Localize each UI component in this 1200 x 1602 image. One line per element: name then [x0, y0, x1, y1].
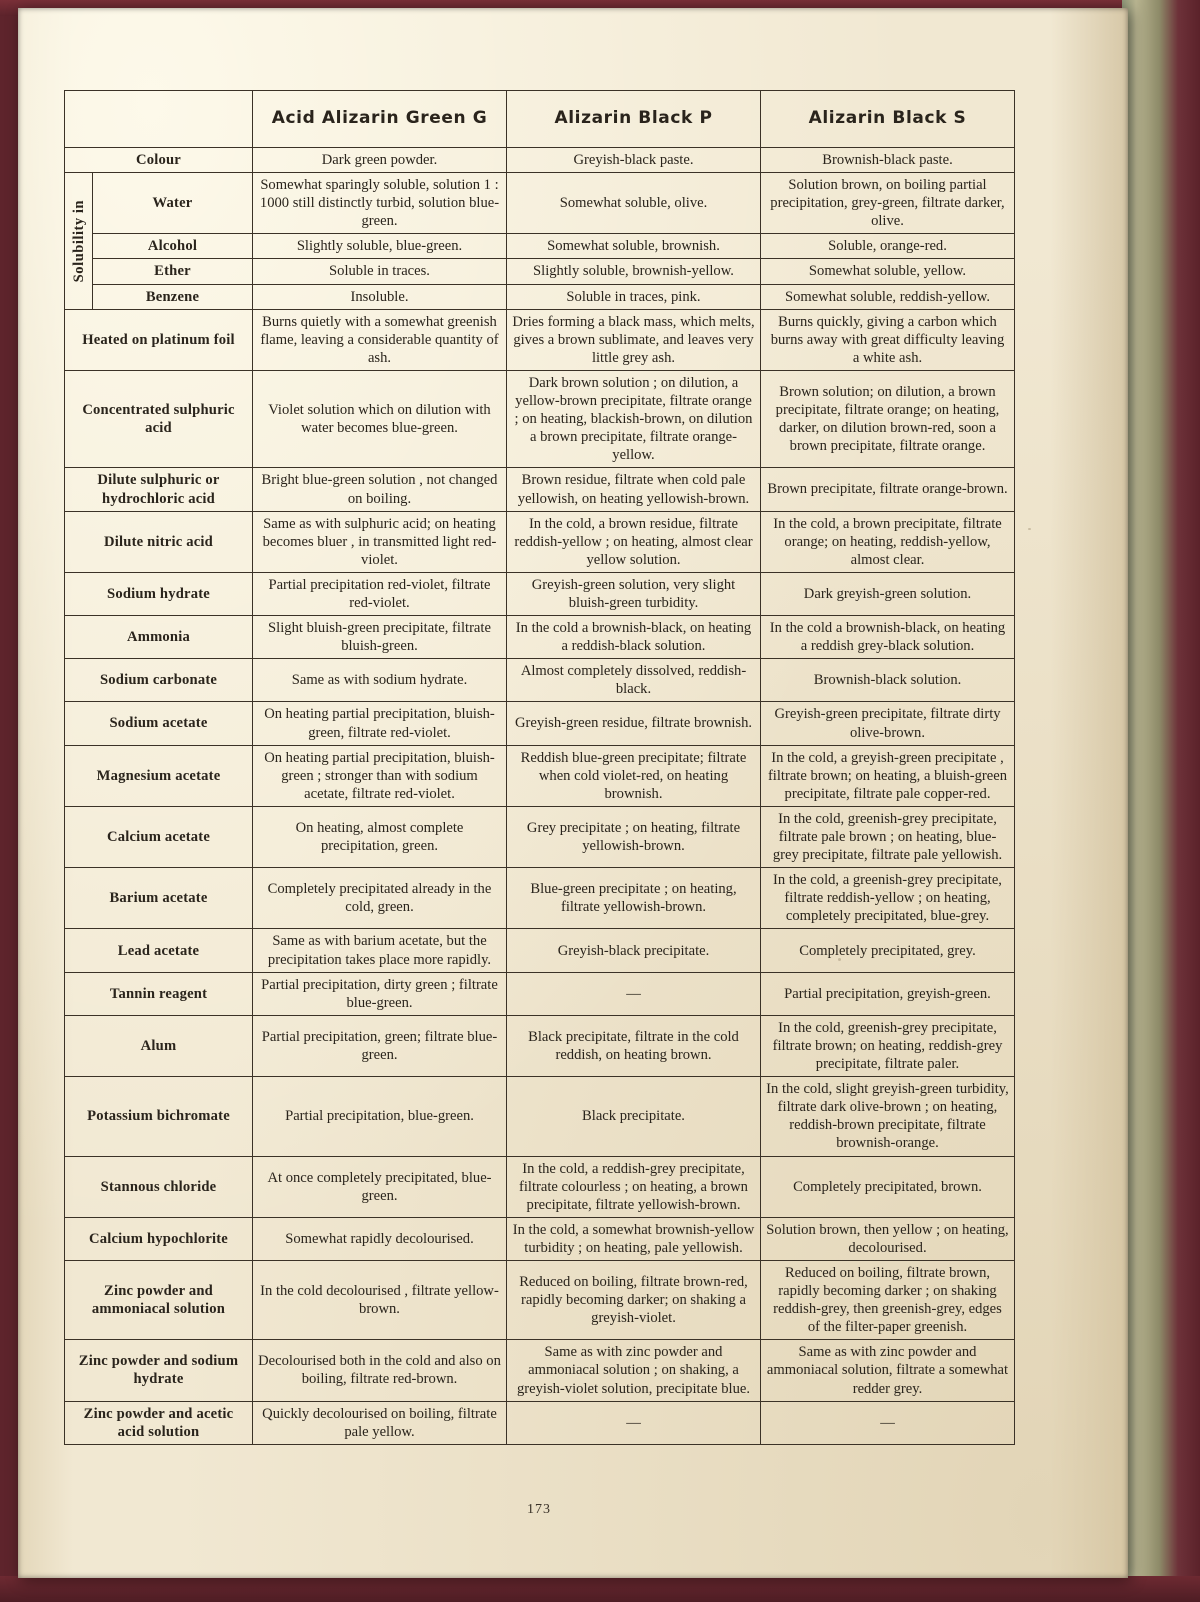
table-row	[65, 616, 1015, 659]
cell-sodium-hydrate-a: Partial precipitation red-violet, filtrate red-violet.	[253, 572, 507, 615]
table-header-row	[65, 91, 1015, 148]
row-label-zinc-powder-and-acetic-acid-solution: Zinc powder and acetic acid solution	[65, 1401, 253, 1444]
row-label-ether: Ether	[93, 259, 253, 284]
cell-ether-b: Slightly soluble, brownish-yellow.	[507, 259, 761, 284]
table-row	[65, 806, 1015, 867]
cell-tannin-a: Partial precipitation, dirty green ; filtrate blue-green.	[253, 972, 507, 1015]
table-row	[65, 370, 1015, 467]
cell-dilute-nitric-b: In the cold, a brown residue, filtrate reddish-yellow ; on heating, almost clear yellow solution.	[507, 511, 761, 572]
cell-heated-b: Dries forming a black mass, which melts, gives a brown sublimate, and leaves very little grey ash.	[507, 309, 761, 370]
cell-colour-c: Brownish-black paste.	[761, 148, 1015, 173]
cell-barium-acetate-b: Blue-green precipitate ; on heating, filtrate yellowish-brown.	[507, 868, 761, 929]
table-row	[65, 868, 1015, 929]
row-group-label-solubility	[65, 173, 93, 310]
cell-zinc-sodium-hydrate-a: Decolourised both in the cold and also on boiling, filtrate red-brown.	[253, 1340, 507, 1401]
table-row	[65, 1156, 1015, 1217]
cell-sodium-carbonate-a: Same as with sodium hydrate.	[253, 659, 507, 702]
row-label-barium-acetate: Barium acetate	[65, 868, 253, 929]
cell-dilute-nitric-a: Same as with sulphuric acid; on heating becomes bluer , in transmitted light red-violet.	[253, 511, 507, 572]
cell-sodium-carbonate-c: Brownish-black solution.	[761, 659, 1015, 702]
cell-ammonia-b: In the cold a brownish-black, on heating a reddish-black solution.	[507, 616, 761, 659]
cell-sodium-acetate-b: Greyish-green residue, filtrate brownish.	[507, 702, 761, 745]
cell-stannous-chloride-c: Completely precipitated, brown.	[761, 1156, 1015, 1217]
cell-tannin-c: Partial precipitation, greyish-green.	[761, 972, 1015, 1015]
cell-water-c: Solution brown, on boiling partial precipitation, grey-green, filtrate darker, olive.	[761, 173, 1015, 234]
table-row	[65, 259, 1015, 284]
cell-zinc-ammoniacal-a: In the cold decolourised , filtrate yellow-brown.	[253, 1260, 507, 1339]
cell-calcium-hypochlorite-b: In the cold, a somewhat brownish-yellow turbidity ; on heating, pale yellowish.	[507, 1217, 761, 1260]
cell-alum-a: Partial precipitation, green; filtrate blue-green.	[253, 1015, 507, 1076]
cell-colour-a: Dark green powder.	[253, 148, 507, 173]
cell-conc-sulphuric-b: Dark brown solution ; on dilution, a yellow-brown precipitate, filtrate orange ; on heating, blackish-brown, on dilution a brown precipitate, filtrate orange-yellow.	[507, 370, 761, 467]
row-label-colour: Colour	[65, 148, 253, 173]
row-label-water: Water	[93, 173, 253, 234]
cell-magnesium-acetate-c: In the cold, a greyish-green precipitate , filtrate brown; on heating, a bluish-green precipitate, filtrate pale copper-red.	[761, 745, 1015, 806]
table-row	[65, 1077, 1015, 1156]
cell-water-b: Somewhat soluble, olive.	[507, 173, 761, 234]
row-label-magnesium-acetate: Magnesium acetate	[65, 745, 253, 806]
row-label-concentrated-sulphuric-acid: Concentrated sulphuric acid	[65, 370, 253, 467]
book-page	[18, 8, 1128, 1578]
cell-colour-b: Greyish-black paste.	[507, 148, 761, 173]
cell-sodium-carbonate-b: Almost completely dissolved, reddish-black.	[507, 659, 761, 702]
cell-potassium-bichromate-c: In the cold, slight greyish-green turbidity, filtrate dark olive-brown ; on heating, reddish-brown precipitate, filtrate brownish-orange.	[761, 1077, 1015, 1156]
row-label-tannin-reagent: Tannin reagent	[65, 972, 253, 1015]
cell-magnesium-acetate-b: Reddish blue-green precipitate; filtrate when cold violet-red, on heating brownish.	[507, 745, 761, 806]
cell-benzene-c: Somewhat soluble, reddish-yellow.	[761, 284, 1015, 309]
row-label-sodium-hydrate: Sodium hydrate	[65, 572, 253, 615]
cell-benzene-a: Insoluble.	[253, 284, 507, 309]
table-row	[65, 929, 1015, 972]
table-row	[65, 234, 1015, 259]
table-row	[65, 745, 1015, 806]
cell-alcohol-c: Soluble, orange-red.	[761, 234, 1015, 259]
column-header-black-p: Alizarin Black P	[507, 91, 761, 148]
table-row	[65, 1015, 1015, 1076]
cell-heated-c: Burns quickly, giving a carbon which burns away with great difficulty leaving a white ash.	[761, 309, 1015, 370]
cell-lead-acetate-b: Greyish-black precipitate.	[507, 929, 761, 972]
solubility-label-text: Solubility in	[71, 199, 87, 283]
cell-stannous-chloride-a: At once completely precipitated, blue-green.	[253, 1156, 507, 1217]
cell-lead-acetate-c: Completely precipitated, grey.	[761, 929, 1015, 972]
cell-zinc-sodium-hydrate-c: Same as with zinc powder and ammoniacal solution, filtrate a somewhat redder grey.	[761, 1340, 1015, 1401]
cell-alum-b: Black precipitate, filtrate in the cold reddish, on heating brown.	[507, 1015, 761, 1076]
row-label-stannous-chloride: Stannous chloride	[65, 1156, 253, 1217]
page-number: 173	[527, 1502, 551, 1517]
row-label-heated-on-platinum-foil: Heated on platinum foil	[65, 309, 253, 370]
cell-zinc-acetic-c: —	[761, 1401, 1015, 1444]
cell-heated-a: Burns quietly with a somewhat greenish flame, leaving a considerable quantity of ash.	[253, 309, 507, 370]
cell-dilute-nitric-c: In the cold, a brown precipitate, filtrate orange; on heating, reddish-yellow, almost clear.	[761, 511, 1015, 572]
row-label-lead-acetate: Lead acetate	[65, 929, 253, 972]
table-row	[65, 284, 1015, 309]
row-label-zinc-powder-and-ammoniacal-solution: Zinc powder and ammoniacal solution	[65, 1260, 253, 1339]
cell-barium-acetate-c: In the cold, a greenish-grey precipitate, filtrate reddish-yellow ; on heating, completely precipitated, blue-grey.	[761, 868, 1015, 929]
table-row	[65, 1401, 1015, 1444]
table-row	[65, 1260, 1015, 1339]
cell-dilute-sulphuric-b: Brown residue, filtrate when cold pale yellowish, on heating yellowish-brown.	[507, 468, 761, 511]
book-fore-edge	[1122, 0, 1200, 1602]
cell-sodium-acetate-c: Greyish-green precipitate, filtrate dirty olive-brown.	[761, 702, 1015, 745]
cell-stannous-chloride-b: In the cold, a reddish-grey precipitate, filtrate colourless ; on heating, a brown precipitate, filtrate yellowish-brown.	[507, 1156, 761, 1217]
cell-benzene-b: Soluble in traces, pink.	[507, 284, 761, 309]
column-header-green-g: Acid Alizarin Green G	[253, 91, 507, 148]
row-label-benzene: Benzene	[93, 284, 253, 309]
cell-ammonia-a: Slight bluish-green precipitate, filtrate bluish-green.	[253, 616, 507, 659]
cell-alcohol-b: Somewhat soluble, brownish.	[507, 234, 761, 259]
row-label-ammonia: Ammonia	[65, 616, 253, 659]
cell-sodium-acetate-a: On heating partial precipitation, bluish-green, filtrate red-violet.	[253, 702, 507, 745]
cell-conc-sulphuric-a: Violet solution which on dilution with water becomes blue-green.	[253, 370, 507, 467]
cell-zinc-sodium-hydrate-b: Same as with zinc powder and ammoniacal solution ; on shaking, a greyish-violet solution, precipitate blue.	[507, 1340, 761, 1401]
cell-barium-acetate-a: Completely precipitated already in the cold, green.	[253, 868, 507, 929]
cell-potassium-bichromate-b: Black precipitate.	[507, 1077, 761, 1156]
cell-ether-a: Soluble in traces.	[253, 259, 507, 284]
row-label-alcohol: Alcohol	[93, 234, 253, 259]
cell-lead-acetate-a: Same as with barium acetate, but the precipitation takes place more rapidly.	[253, 929, 507, 972]
table-row	[65, 468, 1015, 511]
cell-sodium-hydrate-b: Greyish-green solution, very slight bluish-green turbidity.	[507, 572, 761, 615]
row-label-dilute-nitric-acid: Dilute nitric acid	[65, 511, 253, 572]
cell-calcium-acetate-b: Grey precipitate ; on heating, filtrate yellowish-brown.	[507, 806, 761, 867]
column-header-black-s: Alizarin Black S	[761, 91, 1015, 148]
comparison-table	[64, 90, 1015, 1445]
cell-alcohol-a: Slightly soluble, blue-green.	[253, 234, 507, 259]
cell-magnesium-acetate-a: On heating partial precipitation, bluish-green ; stronger than with sodium acetate, filtrate red-violet.	[253, 745, 507, 806]
cell-zinc-acetic-a: Quickly decolourised on boiling, filtrate pale yellow.	[253, 1401, 507, 1444]
cell-calcium-hypochlorite-c: Solution brown, then yellow ; on heating, decolourised.	[761, 1217, 1015, 1260]
cell-ether-c: Somewhat soluble, yellow.	[761, 259, 1015, 284]
book-bottom-edge	[0, 1576, 1200, 1602]
cell-alum-c: In the cold, greenish-grey precipitate, filtrate brown; on heating, reddish-grey precipitate, filtrate paler.	[761, 1015, 1015, 1076]
row-label-alum: Alum	[65, 1015, 253, 1076]
cell-calcium-acetate-c: In the cold, greenish-grey precipitate, filtrate pale brown ; on heating, blue-grey precipitate, filtrate pale yellowish.	[761, 806, 1015, 867]
row-label-zinc-powder-and-sodium-hydrate: Zinc powder and sodium hydrate	[65, 1340, 253, 1401]
row-label-potassium-bichromate: Potassium bichromate	[65, 1077, 253, 1156]
cell-dilute-sulphuric-c: Brown precipitate, filtrate orange-brown.	[761, 468, 1015, 511]
table-row	[65, 309, 1015, 370]
row-label-calcium-acetate: Calcium acetate	[65, 806, 253, 867]
cell-calcium-acetate-a: On heating, almost complete precipitation, green.	[253, 806, 507, 867]
cell-conc-sulphuric-c: Brown solution; on dilution, a brown precipitate, filtrate orange; on heating, darker, on dilution brown-red, soon a brown precipitate, filtrate orange.	[761, 370, 1015, 467]
cell-tannin-b: —	[507, 972, 761, 1015]
cell-zinc-acetic-b: —	[507, 1401, 761, 1444]
table-row	[65, 511, 1015, 572]
table-row	[65, 702, 1015, 745]
table-row	[65, 972, 1015, 1015]
cell-water-a: Somewhat sparingly soluble, solution 1 : 1000 still distinctly turbid, solution blue-green.	[253, 173, 507, 234]
row-label-calcium-hypochlorite: Calcium hypochlorite	[65, 1217, 253, 1260]
cell-ammonia-c: In the cold a brownish-black, on heating a reddish grey-black solution.	[761, 616, 1015, 659]
row-label-sodium-acetate: Sodium acetate	[65, 702, 253, 745]
cell-dilute-sulphuric-a: Bright blue-green solution , not changed on boiling.	[253, 468, 507, 511]
row-label-sodium-carbonate: Sodium carbonate	[65, 659, 253, 702]
cell-sodium-hydrate-c: Dark greyish-green solution.	[761, 572, 1015, 615]
table-row	[65, 659, 1015, 702]
row-label-dilute-sulphuric-or-hydrochloric-acid: Dilute sulphuric or hydrochloric acid	[65, 468, 253, 511]
cell-calcium-hypochlorite-a: Somewhat rapidly decolourised.	[253, 1217, 507, 1260]
table-row	[65, 173, 1015, 234]
table-row	[65, 148, 1015, 173]
table-corner-cell	[65, 91, 253, 148]
table-row	[65, 1217, 1015, 1260]
table-row	[65, 1340, 1015, 1401]
cell-zinc-ammoniacal-c: Reduced on boiling, filtrate brown, rapidly becoming darker ; on shaking reddish-grey, then greenish-grey, edges of the filter-paper greenish.	[761, 1260, 1015, 1339]
cell-zinc-ammoniacal-b: Reduced on boiling, filtrate brown-red, rapidly becoming darker; on shaking a greyish-violet.	[507, 1260, 761, 1339]
cell-potassium-bichromate-a: Partial precipitation, blue-green.	[253, 1077, 507, 1156]
table-row	[65, 572, 1015, 615]
